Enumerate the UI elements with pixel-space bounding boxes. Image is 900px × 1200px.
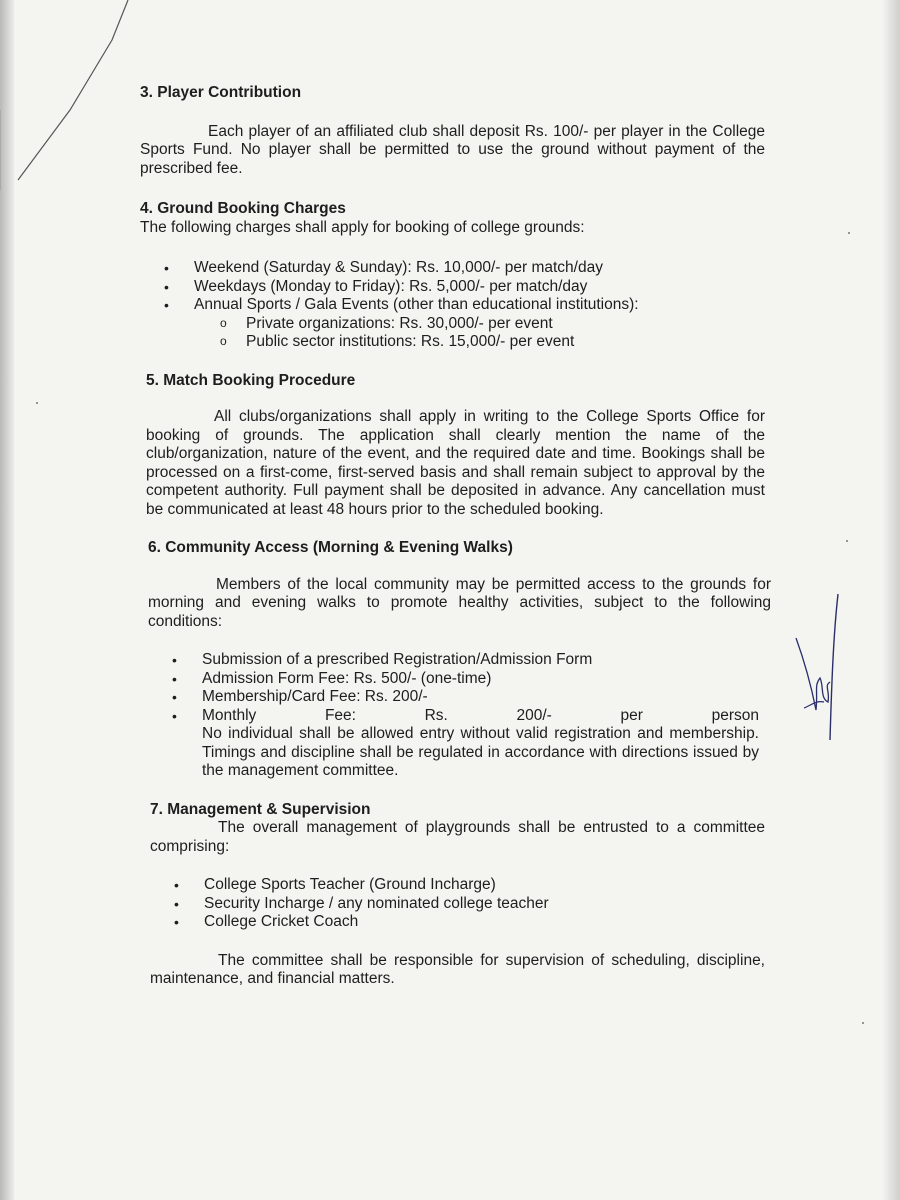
list-item: • Admission Form Fee: Rs. 500/- (one-time) bbox=[172, 670, 765, 689]
committee-list bbox=[150, 876, 765, 932]
list-item: • College Sports Teacher (Ground Incharge) bbox=[174, 876, 765, 895]
scan-speck bbox=[36, 402, 38, 404]
section-player-contribution bbox=[140, 84, 765, 178]
monthly-word: person bbox=[711, 706, 759, 724]
list-item: • Security Incharge / any nominated college teacher bbox=[174, 895, 765, 914]
conditions-list bbox=[148, 651, 765, 781]
monthly-note: No individual shall be allowed entry without valid registration and membership. Timings and discipline shall be regulated in accordance with directions issued by the management committee. bbox=[202, 725, 759, 779]
document-body bbox=[140, 84, 771, 989]
charges-list bbox=[140, 259, 765, 352]
monthly-word: 200/- bbox=[516, 706, 552, 724]
monthly-word: Rs. bbox=[424, 706, 448, 724]
list-item bbox=[164, 296, 765, 352]
sub-list bbox=[194, 315, 765, 352]
monthly-fee-row bbox=[202, 707, 765, 726]
section-title: 6. Community Access (Morning & Evening Walks) bbox=[148, 539, 513, 556]
section-community-access bbox=[148, 539, 771, 781]
section-ground-booking-charges bbox=[140, 200, 765, 352]
list-item bbox=[172, 707, 765, 781]
section-title: 3. Player Contribution bbox=[140, 84, 302, 101]
section-paragraph: All clubs/organizations shall apply in writing to the College Sports Office for booking of grounds. The application shall clearly mention the name of the club/organization, nature of the event, and the required date and time. Bookings shall be processed on a first-come, first-served basis and shall remain subject to approval by the competent authority. Full payment shall be deposited in advance. Any cancellation must be communicated at least 48 hours prior to the scheduled booking. bbox=[146, 408, 765, 518]
section-paragraph: Each player of an affiliated club shall deposit Rs. 100/- per player in the College Sports Fund. No player shall be permitted to use the ground without payment of the prescribed fee. bbox=[140, 122, 765, 177]
list-item: • College Cricket Coach bbox=[174, 913, 765, 932]
list-item: • Weekend (Saturday & Sunday): Rs. 10,000/- per match/day bbox=[164, 259, 765, 278]
monthly-word: Fee: bbox=[324, 706, 356, 724]
section-title: 4. Ground Booking Charges bbox=[140, 200, 346, 217]
section-title: 5. Match Booking Procedure bbox=[146, 371, 356, 389]
scan-speck bbox=[846, 540, 848, 542]
handwritten-signature bbox=[790, 590, 850, 750]
sub-list-item: o Private organizations: Rs. 30,000/- per event bbox=[220, 315, 765, 334]
list-item: • Membership/Card Fee: Rs. 200/- bbox=[172, 688, 765, 707]
scan-speck bbox=[862, 1022, 864, 1024]
section-paragraph: The overall management of playgrounds shall be entrusted to a committee comprising: bbox=[150, 819, 765, 855]
section-management-supervision bbox=[150, 801, 765, 989]
section-intro: The following charges shall apply for booking of college grounds: bbox=[140, 218, 585, 236]
section-match-booking-procedure bbox=[140, 372, 765, 520]
paper-fold-mark bbox=[0, 0, 140, 190]
monthly-word: • Monthly bbox=[202, 706, 257, 724]
list-item: • Weekdays (Monday to Friday): Rs. 5,000/- per match/day bbox=[164, 278, 765, 297]
page-edge-shadow-right bbox=[882, 0, 900, 1200]
list-item-label: Annual Sports / Gala Events (other than educational institutions): bbox=[194, 296, 639, 313]
section-title: 7. Management & Supervision bbox=[150, 800, 371, 818]
monthly-word: per bbox=[620, 706, 643, 724]
list-item: • Submission of a prescribed Registration/Admission Form bbox=[172, 651, 765, 670]
sub-list-item: o Public sector institutions: Rs. 15,000/- per event bbox=[220, 333, 765, 352]
section-closing: The committee shall be responsible for supervision of scheduling, discipline, maintenance, and financial matters. bbox=[150, 951, 765, 987]
section-paragraph: Members of the local community may be permitted access to the grounds for morning and evening walks to promote healthy activities, subject to the following conditions: bbox=[148, 575, 771, 630]
scan-speck bbox=[848, 232, 850, 234]
